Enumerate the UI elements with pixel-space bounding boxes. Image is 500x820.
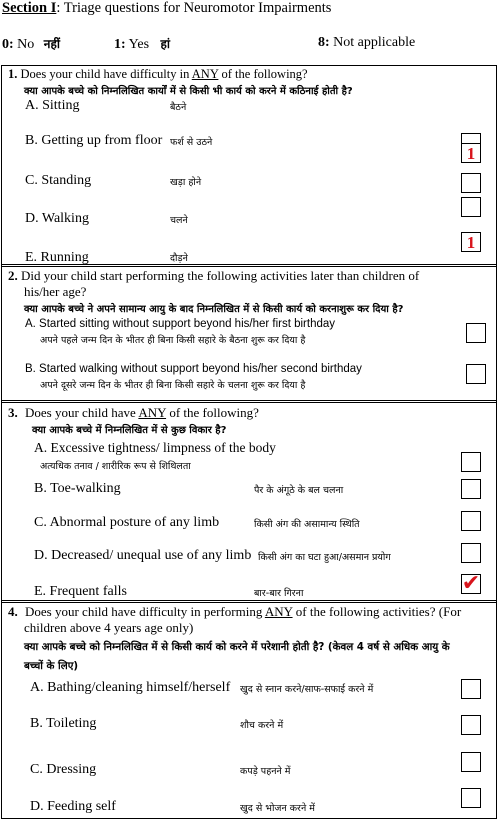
- q4-hindi-line2: बच्चों के लिए): [24, 660, 79, 672]
- q1-question: 1. Does your child have difficulty in ANY of the following?: [8, 67, 308, 81]
- section-label: Section I: [2, 0, 57, 16]
- q3-question: 3. Does your child have ANY of the following?: [8, 405, 259, 420]
- q2-item-a-checkbox[interactable]: [466, 323, 486, 343]
- q4-item-a-hindi: खुद से स्नान करने/साफ-सफाई करने में: [240, 684, 374, 695]
- q4-item-c-hindi: कपड़े पहनने में: [240, 766, 291, 777]
- q4-item-a-label: A. Bathing/cleaning himself/herself: [30, 680, 231, 695]
- q3-item-e-hindi: बार-बार गिरना: [254, 588, 304, 599]
- q1-item-b-hindi: फर्श से उठने: [170, 137, 213, 148]
- q2-item-b-checkbox[interactable]: [466, 364, 486, 384]
- q3-item-d-checkbox[interactable]: [461, 543, 481, 563]
- q3-item-e-checkbox[interactable]: [461, 571, 481, 596]
- q1-item-d-checkbox[interactable]: [461, 197, 481, 217]
- q1-item-e-label: E. Running: [25, 250, 89, 265]
- q1-item-b-label: B. Getting up from floor: [25, 133, 163, 148]
- q4-item-d-label: D. Feeding self: [30, 799, 116, 814]
- q3-hindi: क्या आपके बच्चे में निम्नलिखित में से कुछ विकार है?: [32, 425, 227, 436]
- q4-item-d-checkbox[interactable]: [461, 788, 481, 808]
- q4-item-b-hindi: शौच करने में: [240, 720, 284, 731]
- legend-yes: 1: Yes हां: [114, 37, 171, 52]
- q3-item-e-label: E. Frequent falls: [34, 584, 127, 599]
- q1-item-e-hindi: दौड़ने: [170, 253, 188, 264]
- q1-item-d-label: D. Walking: [25, 211, 89, 226]
- q3-item-d-hindi: किसी अंग का घटा हुआ/असमान प्रयोग: [258, 552, 391, 563]
- q3-item-c-hindi: किसी अंग की असामान्य स्थिति: [254, 519, 360, 530]
- checkmark-icon: ✔: [461, 571, 481, 596]
- q1-item-e-checkbox[interactable]: 1: [461, 232, 481, 252]
- q2-question: 2. Did your child start performing the following activities later than children of: [8, 268, 420, 283]
- q3-item-c-checkbox[interactable]: [461, 511, 481, 531]
- q1-item-a-label: A. Sitting: [25, 98, 80, 113]
- divider-q3: [1, 400, 497, 403]
- legend-na: 8: Not applicable: [318, 35, 416, 50]
- section-title: : Triage questions for Neuromotor Impairments: [56, 0, 332, 16]
- q4-hindi: क्या आपके बच्चे को निम्नलिखित में से किसी कार्य को करने में परेशानी होती है? (केवल 4 वर्ष से अधिक आयु के: [24, 641, 450, 653]
- q2-item-b-hindi: अपने दूसरे जन्म दिन के भीतर ही बिना किसी सहारे के चलना शुरू कर दिया है: [40, 380, 306, 391]
- q1-item-c-hindi: खड़ा होने: [170, 177, 202, 188]
- q4-question-line2: children above 4 years age only): [24, 620, 194, 635]
- q2-question-line2: his/her age?: [24, 284, 87, 299]
- q3-item-a-hindi: अत्यधिक तनाव / शारीरिक रूप से शिथिलता: [40, 461, 191, 472]
- q1-item-c-checkbox[interactable]: [461, 173, 481, 193]
- q2-item-b-label: B. Started walking without support beyond his/her second birthday: [25, 363, 362, 375]
- q1-item-c-label: C. Standing: [25, 173, 92, 188]
- q1-item-d-hindi: चलने: [170, 215, 188, 226]
- q2-item-a-label: A. Started sitting without support beyond his/her first birthday: [25, 318, 336, 330]
- q1-hindi: क्या आपके बच्चे को निम्नलिखित कार्यों में से किसी भी कार्य को करने में कठिनाई होती है?: [24, 86, 353, 97]
- q3-item-b-checkbox[interactable]: [461, 479, 481, 499]
- q4-item-a-checkbox[interactable]: [461, 679, 481, 699]
- q3-item-d-label: D. Decreased/ unequal use of any limb: [34, 548, 252, 563]
- q4-item-c-checkbox[interactable]: [461, 752, 481, 772]
- q3-item-b-hindi: पैर के अंगूठे के बल चलना: [254, 485, 344, 496]
- q4-item-b-checkbox[interactable]: [461, 715, 481, 735]
- divider-q4: [1, 600, 497, 603]
- q3-item-c-label: C. Abnormal posture of any limb: [34, 515, 220, 530]
- q4-item-c-label: C. Dressing: [30, 762, 97, 777]
- q2-hindi: क्या आपके बच्चे ने अपने सामान्य आयु के बाद निम्नलिखित में से किसी कार्य को करनाशुरू कर दिया है?: [24, 304, 404, 315]
- q3-item-a-checkbox[interactable]: [461, 452, 481, 472]
- q1-item-b-checkbox[interactable]: 1: [461, 143, 481, 163]
- q4-item-d-hindi: खुद से भोजन करने में: [240, 803, 315, 814]
- q4-question: 4. Does your child have difficulty in performing ANY of the following activities? (For: [8, 604, 462, 619]
- q1-item-a-hindi: बैठने: [170, 102, 187, 113]
- legend-no: 0: No नहीं: [2, 37, 60, 52]
- section-heading: [2, 0, 331, 17]
- q3-item-a-label: A. Excessive tightness/ limpness of the body: [34, 440, 276, 455]
- q4-item-b-label: B. Toileting: [30, 716, 97, 731]
- q2-item-a-hindi: अपने पहले जन्म दिन के भीतर ही बिना किसी सहारे के बैठना शुरू कर दिया है: [40, 335, 306, 346]
- q3-item-b-label: B. Toe-walking: [34, 481, 121, 496]
